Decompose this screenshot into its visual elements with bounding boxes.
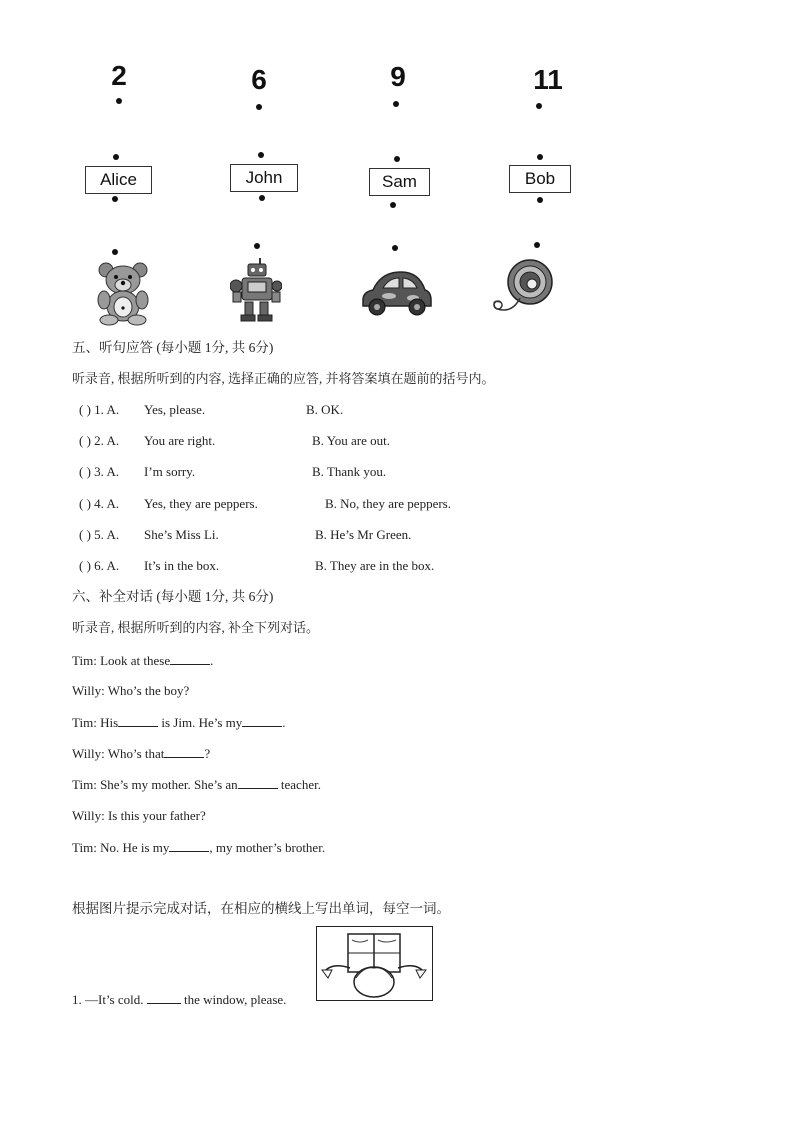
section6-title: 六、补全对话 (每小题 1分, 共 6分) <box>72 589 274 604</box>
dialogue-line <box>72 683 189 699</box>
option-b: B. Thank you. <box>312 464 387 479</box>
option-a: I’m sorry. <box>144 464 196 479</box>
name-box-4: Bob <box>509 165 571 193</box>
option-a: Yes, please. <box>144 402 206 417</box>
match-dot[interactable] <box>392 245 398 251</box>
question-text: the window, please. <box>180 992 287 1007</box>
dialogue-line <box>72 745 210 762</box>
option-a: It’s in the box. <box>144 558 220 573</box>
fill-in-blank[interactable] <box>118 714 158 727</box>
match-dot[interactable] <box>112 196 118 202</box>
dialogue-line <box>72 652 213 669</box>
section7-instruction: 根据图片提示完成对话，在相应的横线上写出单词，每空一词。 <box>72 901 450 916</box>
dialogue-text: . <box>210 653 214 668</box>
teddy-bear-icon <box>92 260 154 326</box>
match-dot[interactable] <box>537 154 543 160</box>
yo-yo-icon <box>490 258 556 320</box>
option-b: B. You are out. <box>312 433 391 448</box>
dialogue-text: Willy: Who’s that <box>72 746 165 761</box>
dialogue-text: Tim: She’s my mother. She’s an <box>72 777 238 792</box>
number-label-1: 2 <box>111 60 127 91</box>
question-text: 1. —It’s cold. <box>72 992 144 1007</box>
answer-bracket[interactable]: ( ) 3. A. <box>79 464 120 479</box>
fill-in-blank[interactable] <box>164 745 204 758</box>
number-label-4: 11 <box>533 64 563 95</box>
closing-window-icon <box>316 926 433 1001</box>
name-box-2: John <box>230 164 298 192</box>
option-b: B. No, they are peppers. <box>325 496 451 511</box>
fill-in-blank[interactable] <box>238 776 278 789</box>
option-b: B. OK. <box>306 402 344 417</box>
question-1 <box>72 991 286 1008</box>
dialogue-text: is Jim. He’s my <box>158 715 243 730</box>
match-dot[interactable] <box>256 104 262 110</box>
number-label-3: 9 <box>390 61 406 92</box>
option-a: She’s Miss Li. <box>144 527 219 542</box>
answer-bracket[interactable]: ( ) 5. A. <box>79 527 120 542</box>
match-dot[interactable] <box>113 154 119 160</box>
answer-bracket[interactable]: ( ) 6. A. <box>79 558 120 573</box>
dialogue-text: Willy: Is this your father? <box>72 808 206 823</box>
dialogue-line <box>72 714 286 731</box>
option-a: You are right. <box>144 433 216 448</box>
fill-in-blank[interactable] <box>170 652 210 665</box>
dialogue-line <box>72 839 325 856</box>
match-dot[interactable] <box>537 197 543 203</box>
dialogue-line <box>72 776 321 793</box>
dialogue-text: teacher. <box>277 777 321 792</box>
match-dot[interactable] <box>394 156 400 162</box>
dialogue-line <box>72 808 206 824</box>
section5-instruction: 听录音, 根据所听到的内容, 选择正确的应答, 并将答案填在题前的括号内。 <box>72 371 495 386</box>
fill-in-blank[interactable] <box>242 714 282 727</box>
match-dot[interactable] <box>390 202 396 208</box>
answer-bracket[interactable]: ( ) 2. A. <box>79 433 120 448</box>
dialogue-text: , my mother’s brother. <box>209 840 326 855</box>
section6-instruction: 听录音, 根据所听到的内容, 补全下列对话。 <box>72 620 320 635</box>
name-box-3: Sam <box>369 168 430 196</box>
robot-icon <box>230 258 282 322</box>
dialogue-text: Willy: Who’s the boy? <box>72 683 190 698</box>
match-dot[interactable] <box>534 242 540 248</box>
dialogue-text: Tim: Look at these <box>72 653 171 668</box>
option-b: B. They are in the box. <box>315 558 435 573</box>
answer-bracket[interactable]: ( ) 1. A. <box>79 402 120 417</box>
match-dot[interactable] <box>112 249 118 255</box>
number-label-2: 6 <box>251 64 267 95</box>
match-dot[interactable] <box>258 152 264 158</box>
name-box-1: Alice <box>85 166 152 194</box>
dialogue-text: Tim: His <box>72 715 119 730</box>
answer-bracket[interactable]: ( ) 4. A. <box>79 496 120 511</box>
option-a: Yes, they are peppers. <box>144 496 258 511</box>
option-b: B. He’s Mr Green. <box>315 527 412 542</box>
section5-title: 五、听句应答 (每小题 1分, 共 6分) <box>72 340 274 355</box>
fill-in-blank[interactable] <box>147 991 181 1004</box>
match-dot[interactable] <box>259 195 265 201</box>
match-dot[interactable] <box>536 103 542 109</box>
match-dot[interactable] <box>393 101 399 107</box>
match-dot[interactable] <box>254 243 260 249</box>
toy-car-icon <box>359 266 433 318</box>
dialogue-text: Tim: No. He is my <box>72 840 170 855</box>
dialogue-text: . <box>282 715 286 730</box>
dialogue-text: ? <box>204 746 211 761</box>
fill-in-blank[interactable] <box>169 839 209 852</box>
match-dot[interactable] <box>116 98 122 104</box>
